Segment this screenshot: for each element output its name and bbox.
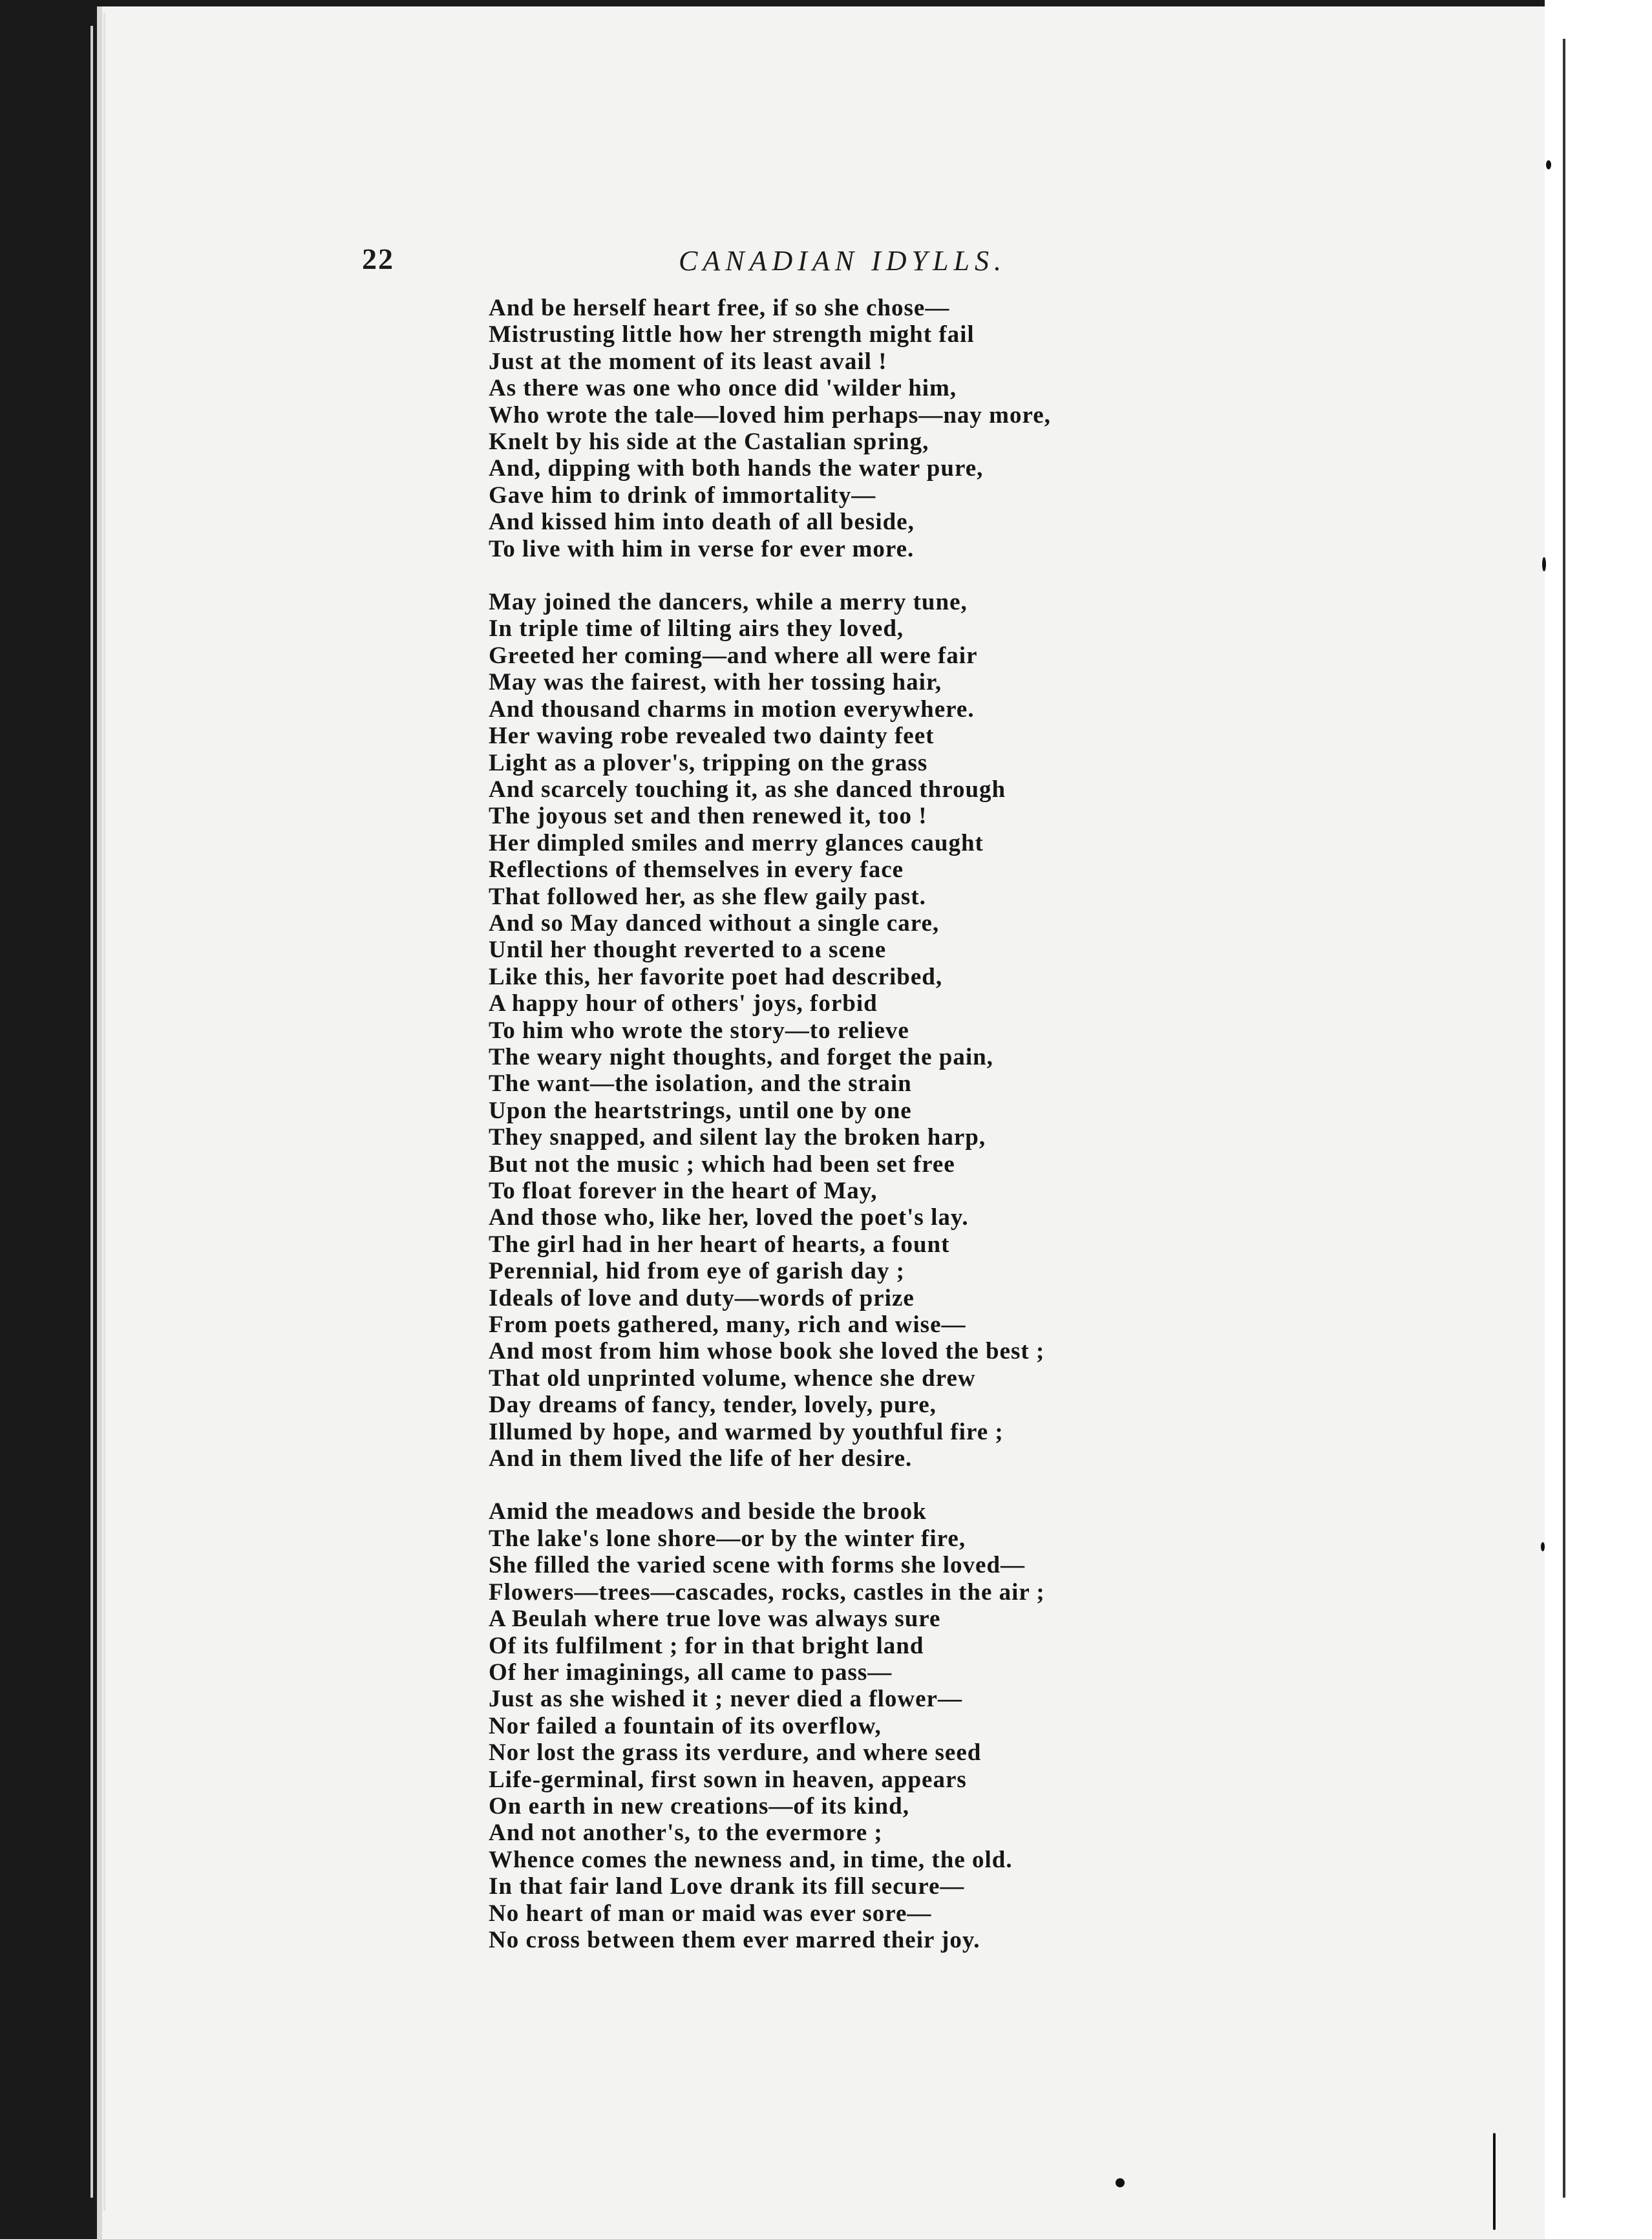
poem-line: No heart of man or maid was ever sore— — [489, 1900, 932, 1927]
poem-line: Like this, her favorite poet had described, — [489, 963, 943, 990]
poem-line: To him who wrote the story—to relieve — [489, 1017, 909, 1044]
poem-line: On earth in new creations—of its kind, — [489, 1792, 909, 1820]
poem-line: The weary night thoughts, and forget the pain, — [489, 1043, 993, 1070]
scan-speck — [1116, 2178, 1125, 2187]
poem-line: And so May danced without a single care, — [489, 909, 940, 937]
poem-line: A Beulah where true love was always sure — [489, 1606, 941, 1633]
poem-line: And, dipping with both hands the water pure, — [489, 455, 984, 482]
poem-line: And thousand charms in motion everywhere. — [489, 695, 975, 723]
poem-line: Whence comes the newness and, in time, the old. — [489, 1846, 1013, 1873]
poem-line: Greeted her coming—and where all were fair — [489, 642, 978, 669]
poem-line: That old unprinted volume, whence she drew — [489, 1364, 976, 1392]
poem-line: Life-germinal, first sown in heaven, appears — [489, 1766, 967, 1793]
poem-line: Mistrusting little how her strength might fail — [489, 321, 975, 348]
poem-line: And scarcely touching it, as she danced through — [489, 776, 1006, 803]
poem-line: The joyous set and then renewed it, too ! — [489, 803, 927, 830]
poem-line: Just at the moment of its least avail ! — [489, 348, 887, 375]
scan-speck — [1541, 1542, 1545, 1551]
poem-line: And in them lived the life of her desire. — [489, 1445, 913, 1472]
poem-body — [489, 295, 1238, 1980]
poem-line: Knelt by his side at the Castalian spring, — [489, 429, 929, 456]
scan-speck — [1542, 557, 1546, 571]
poem-line: Illumed by hope, and warmed by youthful fire ; — [489, 1418, 1004, 1445]
poem-line: Until her thought reverted to a scene — [489, 937, 887, 964]
poem-line: Nor lost the grass its verdure, and where seed — [489, 1739, 982, 1767]
poem-line: No cross between them ever marred their joy. — [489, 1926, 980, 1953]
binding-curve — [1563, 39, 1571, 2198]
poem-line: Of her imaginings, all came to pass— — [489, 1659, 893, 1686]
poem-line: May was the fairest, with her tossing hair, — [489, 669, 942, 696]
poem-line: A happy hour of others' joys, forbid — [489, 990, 878, 1017]
poem-line: From poets gathered, many, rich and wise— — [489, 1311, 966, 1339]
stanza — [489, 1498, 1238, 1953]
poem-line: Of its fulfilment ; for in that bright land — [489, 1632, 924, 1659]
poem-line: But not the music ; which had been set free — [489, 1151, 955, 1178]
poem-line: They snapped, and silent lay the broken harp, — [489, 1124, 986, 1151]
page-gutter-shadow — [103, 13, 105, 2211]
facing-page-edge — [1545, 0, 1652, 2239]
page-gutter-edge — [90, 26, 93, 2198]
stanza — [489, 589, 1238, 1472]
poem-line: Light as a plover's, tripping on the grass — [489, 749, 928, 776]
poem-line: Nor failed a fountain of its overflow, — [489, 1712, 882, 1739]
poem-line: And not another's, to the evermore ; — [489, 1820, 883, 1847]
poem-line: Her waving robe revealed two dainty feet — [489, 723, 935, 750]
poem-line: Flowers—trees—cascades, rocks, castles in the air ; — [489, 1578, 1045, 1606]
running-head: CANADIAN IDYLLS. — [679, 245, 1006, 277]
poem-line: And most from him whose book she loved the best ; — [489, 1338, 1045, 1365]
poem-line: May joined the dancers, while a merry tune, — [489, 589, 968, 616]
poem-line: Day dreams of fancy, tender, lovely, pure, — [489, 1392, 937, 1419]
scan-speck — [1493, 2133, 1496, 2230]
poem-line: And those who, like her, loved the poet's lay. — [489, 1204, 969, 1231]
poem-line: Perennial, hid from eye of garish day ; — [489, 1258, 905, 1285]
poem-line: Gave him to drink of immortality— — [489, 482, 876, 509]
poem-line: She filled the varied scene with forms she loved— — [489, 1552, 1026, 1579]
poem-line: And kissed him into death of all beside, — [489, 509, 915, 536]
poem-line: And be herself heart free, if so she chose— — [489, 295, 950, 321]
poem-line: Her dimpled smiles and merry glances caught — [489, 829, 984, 856]
page-number: 22 — [362, 242, 394, 275]
poem-line: Ideals of love and duty—words of prize — [489, 1284, 915, 1311]
poem-line: To float forever in the heart of May, — [489, 1178, 878, 1204]
poem-line: The want—the isolation, and the strain — [489, 1070, 912, 1098]
poem-line: In triple time of lilting airs they loved, — [489, 615, 904, 642]
stanza — [489, 295, 1238, 562]
poem-line: Who wrote the tale—loved him perhaps—nay more, — [489, 401, 1051, 429]
poem-line: Just as she wished it ; never died a flower— — [489, 1686, 962, 1713]
poem-line: Amid the meadows and beside the brook — [489, 1498, 927, 1525]
scan-speck — [1546, 160, 1551, 169]
poem-line: As there was one who once did 'wilder him, — [489, 375, 957, 402]
poem-line: To live with him in verse for ever more. — [489, 535, 915, 562]
poem-line: That followed her, as she flew gaily past. — [489, 883, 926, 910]
poem-line: Reflections of themselves in every face — [489, 856, 904, 884]
poem-line: Upon the heartstrings, until one by one — [489, 1097, 912, 1124]
poem-line: In that fair land Love drank its fill secure— — [489, 1873, 965, 1900]
poem-line: The lake's lone shore—or by the winter fire, — [489, 1525, 966, 1552]
poem-line: The girl had in her heart of hearts, a fount — [489, 1231, 950, 1258]
